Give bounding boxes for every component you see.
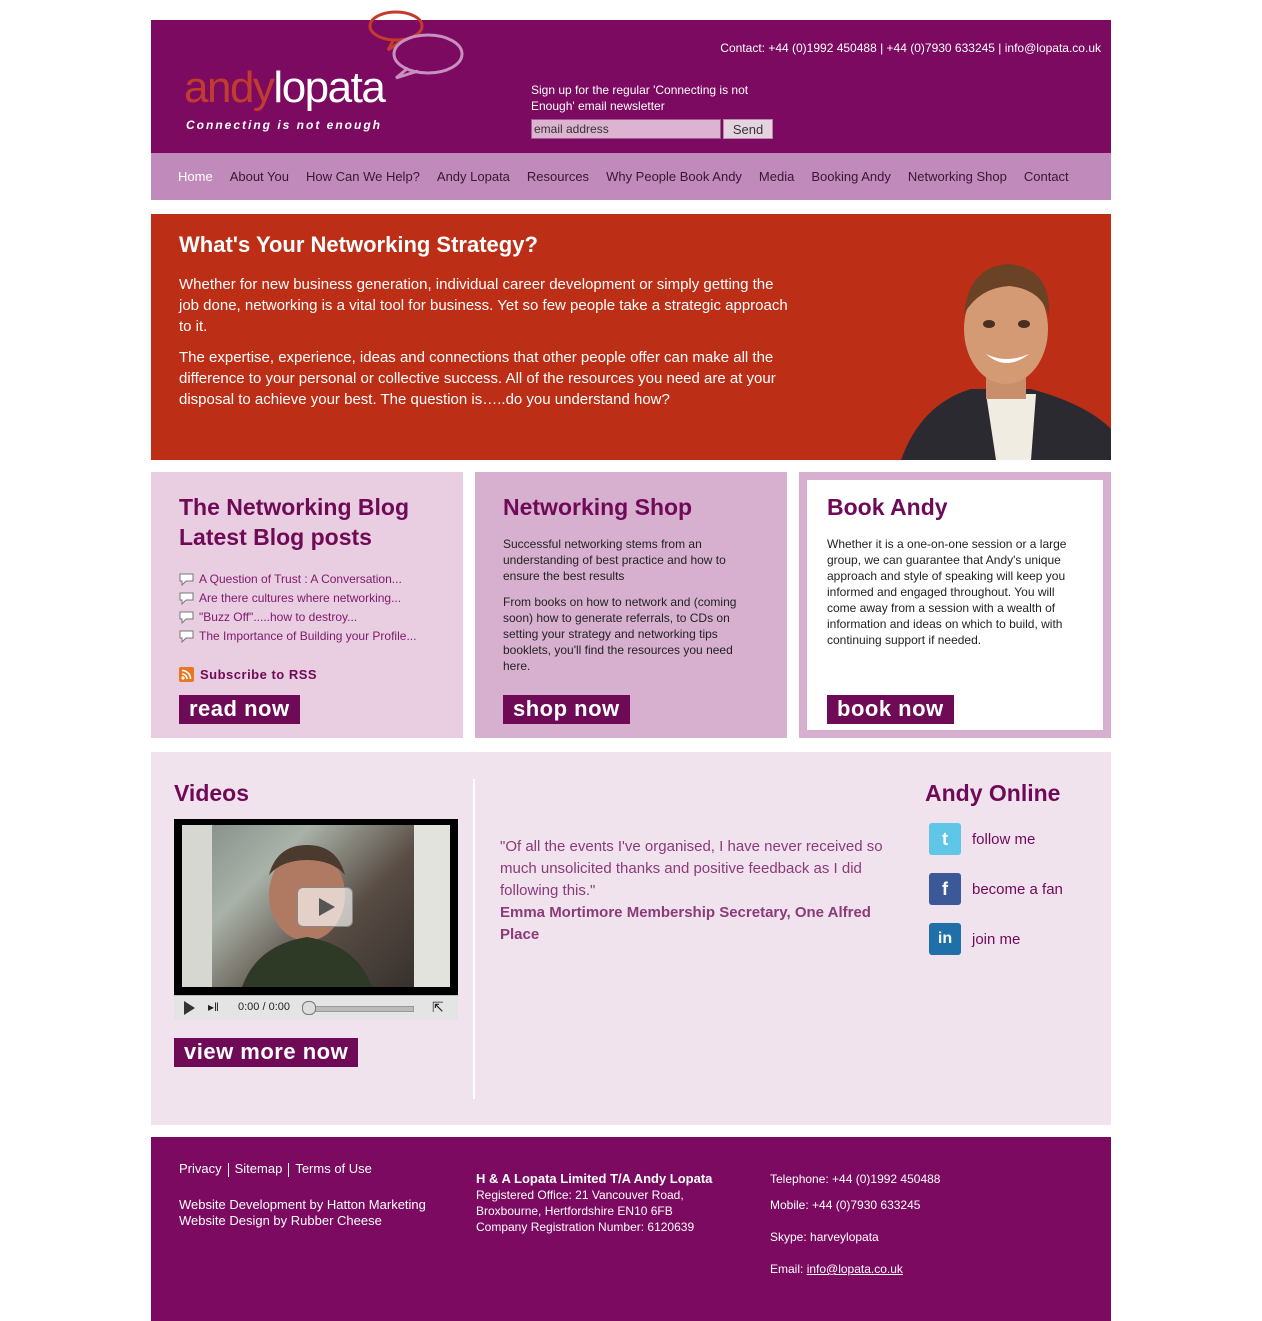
twitter-label: follow me [972,830,1036,848]
nav-item-networking-shop[interactable]: Networking Shop [907,169,1007,184]
nav-item-about-you[interactable]: About You [229,169,289,184]
blog-post-item[interactable] [179,608,435,627]
newsletter-send-button[interactable]: Send [723,119,773,139]
blog-post-item[interactable] [179,589,435,608]
blog-post-list [179,570,435,646]
facebook-icon: f [929,873,961,905]
shop-title: Networking Shop [503,494,693,520]
nav-item-why-people-book-andy[interactable]: Why People Book Andy [606,169,742,184]
newsletter-signup-text: Sign up for the regular 'Connecting is not Enough' email newsletter [531,83,749,113]
nav-item-resources[interactable]: Resources [526,169,590,184]
linkedin-link[interactable] [929,923,1020,955]
rss-icon [179,667,194,682]
footer-design-credit[interactable]: Website Design by Rubber Cheese [179,1213,382,1228]
comment-icon [179,611,194,624]
book-title: Book Andy [827,494,948,520]
video-player[interactable] [174,819,458,1019]
company-registration: Company Registration Number: 6120639 [476,1220,695,1234]
sitemap-link[interactable]: Sitemap [234,1161,283,1176]
header-contact: Contact: +44 (0)1992 450488 | +44 (0)7930 633245 | info@lopata.co.uk [720,41,1101,55]
comment-icon [179,630,194,643]
nav-item-andy-lopata[interactable]: Andy Lopata [436,169,510,184]
footer-contact [770,1171,940,1277]
blog-post-link[interactable]: Are there cultures where networking... [199,591,402,605]
fullscreen-icon[interactable]: ⇱ [432,999,444,1015]
site-logo[interactable] [184,64,384,112]
hero-banner [151,214,1111,460]
footer-telephone: Telephone: +44 (0)1992 450488 [770,1172,941,1186]
footer-mobile: Mobile: +44 (0)7930 633245 [770,1198,921,1212]
company-name: H & A Lopata Limited T/A Andy Lopata [476,1171,713,1186]
site-header [151,20,1111,153]
play-icon[interactable] [297,887,353,927]
tagline: Connecting is not enough [186,118,382,132]
footer-dev-credit[interactable]: Website Development by Hatton Marketing [179,1197,426,1212]
book-now-button[interactable]: book now [827,695,954,724]
blog-post-link[interactable]: The Importance of Building your Profile... [199,629,417,643]
blog-post-item[interactable] [179,627,435,646]
volume-icon[interactable]: ▸‖ [208,1000,219,1014]
footer-skype: Skype: harveylopata [770,1230,879,1244]
footer-email-label: Email: [770,1262,804,1276]
read-now-button[interactable]: read now [179,695,300,724]
blog-subtitle: Latest Blog posts [179,524,372,550]
progress-handle[interactable] [302,1001,316,1015]
terms-link[interactable]: Terms of Use [295,1161,372,1176]
shop-paragraph-1: Successful networking stems from an understanding of best practice and how to ensure the best results [503,537,726,583]
hero-title: What's Your Networking Strategy? [179,232,538,257]
nav-item-how-can-we-help[interactable]: How Can We Help? [305,169,420,184]
video-thumbnail [182,825,450,987]
media-section [151,752,1111,1125]
blog-title: The Networking Blog [179,494,409,520]
twitter-icon: t [929,823,961,855]
footer-email-row [770,1261,940,1277]
book-paragraph: Whether it is a one-on-one session or a large group, we can guarantee that Andy's unique approach and style of speaking will keep you informed and engaged throughout. You will come away from a session with a wealth of information and ideas on which to build, with continuing support if needed. [827,537,1067,647]
facebook-link[interactable] [929,873,1063,905]
videos-title: Videos [174,780,249,806]
newsletter-email-input[interactable] [531,119,721,139]
shop-panel [475,472,787,738]
site-footer [151,1137,1111,1321]
privacy-link[interactable]: Privacy [179,1161,222,1176]
main-nav [151,153,1111,200]
footer-company [476,1171,712,1235]
linkedin-icon: in [929,923,961,955]
company-address-2: Broxbourne, Hertfordshire EN10 6FB [476,1204,673,1218]
linkedin-label: join me [972,930,1021,948]
view-more-now-button[interactable]: view more now [174,1038,358,1067]
blog-post-item[interactable] [179,570,435,589]
testimonial-quote: "Of all the events I've organised, I have never received so much unsolicited thanks and positive feedback as I did following this." [500,838,883,899]
subscribe-rss-link[interactable] [179,667,435,682]
nav-item-media[interactable]: Media [758,169,795,184]
video-progress-bar[interactable] [306,1006,414,1012]
andy-portrait-photo [891,254,1111,460]
shop-now-button[interactable]: shop now [503,695,630,724]
comment-icon [179,592,194,605]
blog-post-link[interactable]: "Buzz Off".....how to destroy... [199,610,358,624]
video-controls [174,995,458,1020]
testimonial [500,836,895,946]
rss-label: Subscribe to RSS [200,667,318,682]
blog-post-link[interactable]: A Question of Trust : A Conversation... [199,572,402,586]
footer-links [179,1161,426,1229]
hero-paragraph-2: The expertise, experience, ideas and connections that other people offer can make all the difference to your personal or collective success. All of the resources you need are at your disposal to achieve your best. The question is…..do you understand how? [179,349,776,408]
book-panel [799,472,1111,738]
section-divider [473,779,475,1099]
nav-item-contact[interactable]: Contact [1023,169,1069,184]
hero-paragraph-1: Whether for new business generation, individual career development or simply getting the job done, networking is a vital tool for business. Yet so few people take a strategic approach to it. [179,276,788,335]
nav-item-home[interactable]: Home [178,169,213,184]
footer-email-link[interactable]: info@lopata.co.uk [806,1262,903,1276]
blog-panel [151,472,463,738]
shop-paragraph-2: From books on how to network and (coming soon) how to generate referrals, to CDs on setting your strategy and networking tips booklets, you'll find the resources you need here. [503,595,737,673]
logo-first-word: andy [184,63,274,112]
twitter-link[interactable] [929,823,1035,855]
andy-online-title: Andy Online [925,780,1061,806]
testimonial-author: Emma Mortimore Membership Secretary, One Alfred Place [500,904,871,943]
facebook-label: become a fan [972,880,1063,898]
company-address-1: Registered Office: 21 Vancouver Road, [476,1188,684,1202]
play-button[interactable] [184,1001,195,1015]
video-time: 0:00 / 0:00 [238,1001,290,1013]
logo-second-word: lopata [273,63,385,112]
nav-item-booking-andy[interactable]: Booking Andy [811,169,891,184]
comment-icon [179,573,194,586]
